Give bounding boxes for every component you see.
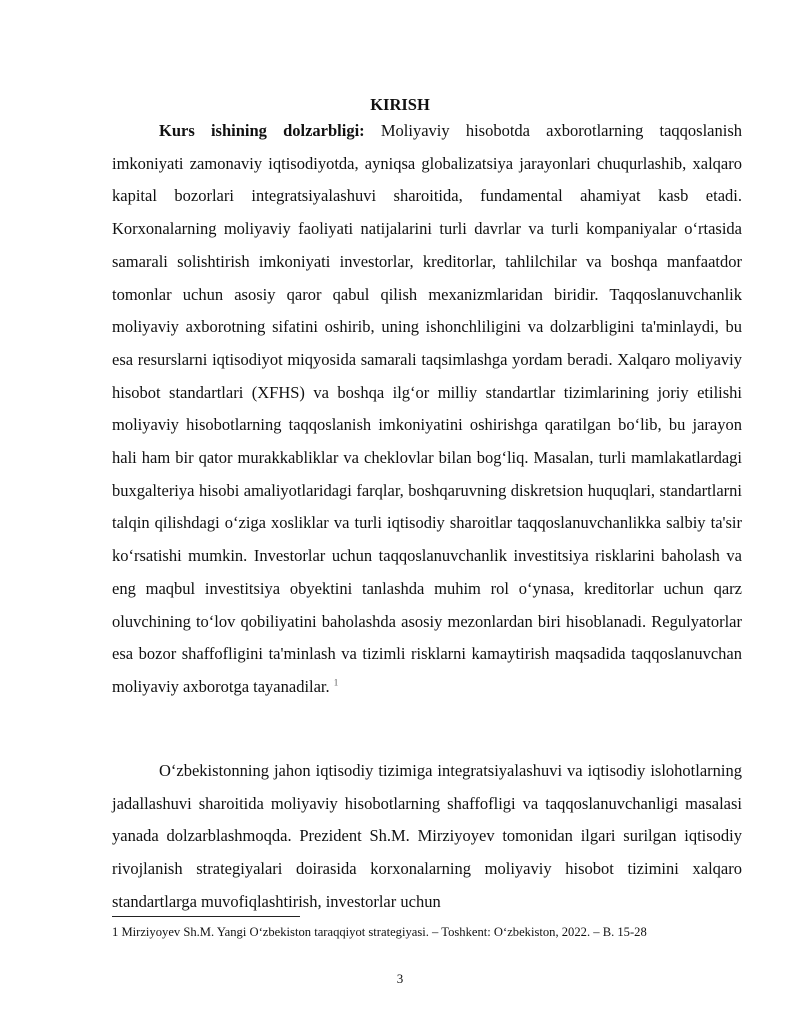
section-title: KIRISH bbox=[370, 95, 430, 114]
footnote-text: 1 Mirziyoyev Sh.M. Yangi O‘zbekiston taraqqiyot strategiyasi. – Toshkent: O‘zbekiston, 2022. – B. 15-28 bbox=[112, 925, 647, 939]
footnote-divider bbox=[112, 916, 300, 917]
page-number: 3 bbox=[396, 971, 404, 986]
paragraph-1-text: Moliyaviy hisobotda axborotlarning taqqoslanish imkoniyati zamonaviy iqtisodiyotda, ayniqsa globalizatsiya jarayonlari chuqurlashib, xalqaro kapital bozorlari integratsiyalashuvi sharoitida, fundamental ahamiyat kasb etadi. Korxonalarning moliyaviy faoliyati natijalarini turli davrlar va turli kompaniyalar o‘rtasida samarali solishtirish imkoniyati investorlar, kreditorlar, tahlilchilar va boshqa manfaatdor tomonlar uchun asosiy qaror qabul qilish mexanizmlaridan biridir. Taqqoslanuvchanlik moliyaviy axborotning sifatini oshirib, uning ishonchliligini va dolzarbligini ta'minlaydi, bu esa resurslarni iqtisodiyot miqyosida samarali taqsimlashga yordam beradi. Xalqaro moliyaviy hisobot standartlari (XFHS) va boshqa ilg‘or milliy standartlar tizimlarining joriy etilishi moliyaviy hisobotlarning taqqoslanish imkoniyatini oshirishga qaratilgan bo‘lib, bu jarayon hali ham bir qator murakkabliklar va cheklovlar bilan bog‘liq. Masalan, turli mamlakatlardagi buxgalteriya hisobi amaliyotlaridagi farqlar, boshqaruvning diskretsion huquqlari, standartlarni talqin qilishdagi o‘ziga xosliklar va turli iqtisodiy sharoitlar taqqoslanuvchanlikka salbiy ta'sir ko‘rsatishi mumkin. Investorlar uchun taqqoslanuvchanlik investitsiya risklarini baholash va eng maqbul investitsiya obyektini tanlashda muhim rol o‘ynasa, kreditorlar uchun qarz oluvchining to‘lov qobiliyatini baholashda asosiy mezonlardan biri hisoblanadi. Regulyatorlar esa bozor shaffofligini ta'minlash va tizimli risklarni kamaytirish maqsadida taqqoslanuvchan moliyaviy axborotga tayanadilar. bbox=[112, 121, 742, 696]
paragraph-2-text: O‘zbekistonning jahon iqtisodiy tizimiga integratsiyalashuvi va iqtisodiy islohotlarning jadallashuvi sharoitida moliyaviy hisobotlarning shaffofligi va taqqoslanuvchanligi masalasi yanada dolzarblashmoqda. Prezident Sh.M. Mirziyoyev tomonidan ilgari surilgan iqtisodiy rivojlanish strategiyalari doirasida korxonalarning moliyaviy hisobot tizimini xalqaro standartlarga muvofiqlashtirish, investorlar uchun bbox=[112, 761, 742, 911]
paragraph-1 bbox=[112, 115, 742, 704]
footnote-reference[interactable]: 1 bbox=[333, 677, 339, 688]
paragraph-2 bbox=[112, 755, 742, 919]
paragraph-lead: Kurs ishining dolzarbligi: bbox=[159, 121, 365, 140]
